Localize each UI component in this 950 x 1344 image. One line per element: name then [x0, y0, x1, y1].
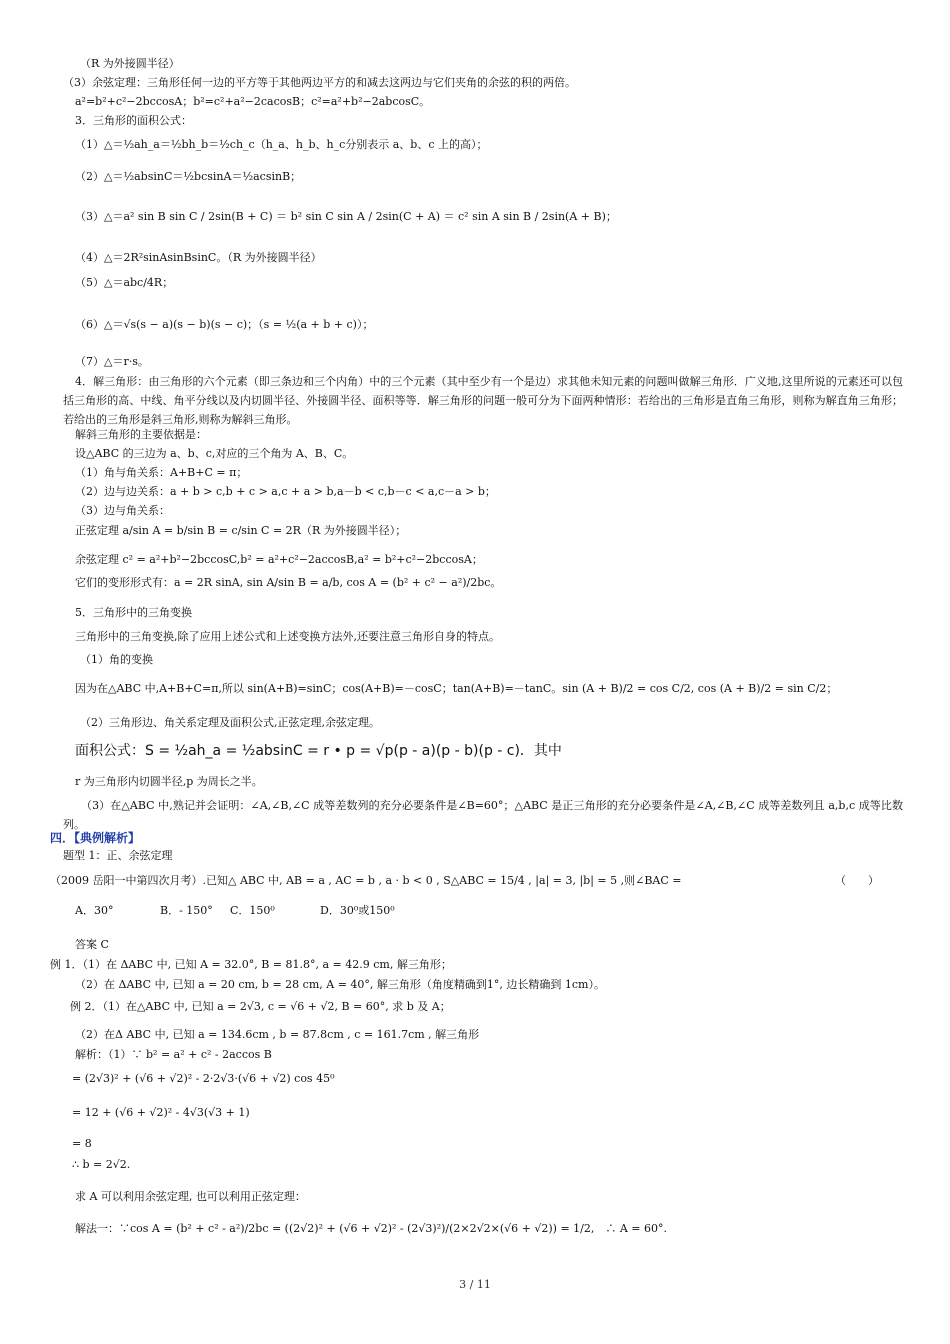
example-1-part-1: 例 1．（1）在 ΔABC 中, 已知 A = 32.0°, B = 81.8°, a = 42.9 cm, 解三角形；: [50, 958, 452, 971]
side-relation: （2）边与边关系：a + b > c,b + c > a,c + a > b,a－b < c,b－c < a,c－a > b；: [75, 485, 496, 498]
section-3-title: 3．三角形的面积公式：: [75, 114, 192, 127]
answer-blank: （ ）: [835, 874, 879, 887]
law-of-cosines-formulas: a²=b²+c²−2bccosA；b²=c²+a²−2cacosB；c²=a²+b²−2abcosC。: [75, 95, 431, 108]
answer-line: 答案 C: [75, 938, 109, 951]
area-formula-4: （4）△＝2R²sinAsinBsinC。（R 为外接圆半径）: [75, 251, 322, 264]
area-formula-1: （1）△＝½ah_a＝½bh_b＝½ch_c（h_a、h_b、h_c分别表示 a、b、c 上的高）；: [75, 138, 488, 151]
example-2-part-2: （2）在Δ ABC 中, 已知 a = 134.6cm , b = 87.8cm , c = 161.7cm , 解三角形: [75, 1028, 480, 1041]
area-formula-2: （2）△＝½absinC＝½bcsinA＝½acsinB；: [75, 170, 302, 183]
oblique-basis: 解斜三角形的主要依据是：: [75, 428, 207, 441]
relations-title: （2）三角形边、角关系定理及面积公式,正弦定理,余弦定理。: [80, 716, 380, 729]
solution-step-4: = 8: [72, 1137, 92, 1150]
arithmetic-sequence-note: （3）在△ABC 中,熟记并会证明：∠A,∠B,∠C 成等差数列的充分必要条件是∠B=60°；△ABC 是正三角形的充分必要条件是∠A,∠B,∠C 成等差数列且 a,b,c 成等比数列。: [63, 799, 903, 831]
example-1-part-2: （2）在 ΔABC 中, 已知 a = 20 cm, b = 28 cm, A = 40°, 解三角形（角度精确到1°, 边长精确到 1cm）。: [75, 978, 605, 991]
side-angle-relation: （3）边与角关系：: [75, 504, 170, 517]
solution-method-1: 解法一：∵cos A = (b² + c² - a²)/2bc = ((2√2)² + (√6 + √2)² - (2√3)²)/(2×2√2×(√6 + √2)) = 1/2, ∴ A = 60°.: [75, 1222, 667, 1235]
example-2-part-1: 例 2．（1）在△ABC 中, 已知 a = 2√3, c = √6 + √2, B = 60°, 求 b 及 A；: [70, 1000, 451, 1013]
law-of-cosines-text: （3）余弦定理：三角形任何一边的平方等于其他两边平方的和减去这两边与它们夹角的余弦的积的两倍。: [63, 76, 576, 89]
option-d: D．30⁰或150⁰: [320, 904, 395, 917]
note-circumradius: （R 为外接圆半径）: [80, 57, 180, 70]
law-of-sines: 正弦定理 a/sin A = b/sin B = c/sin C = 2R（R 为外接圆半径）；: [75, 524, 407, 537]
area-formula-5: （5）△＝abc/4R；: [75, 276, 174, 289]
option-c: C．150⁰: [230, 904, 275, 917]
law-of-cosines-set: 余弦定理 c² = a²+b²−2bccosC,b² = a²+c²−2accosB,a² = b²+c²−2bccosA；: [75, 553, 483, 566]
area-formula-general: 面积公式：S = ½ah_a = ½absinC = r • p = √p(p - a)(p - b)(p - c)．其中: [75, 743, 562, 759]
problem-type-1: 题型 1：正、余弦定理: [63, 849, 173, 862]
solving-triangles-paragraph: 4．解三角形：由三角形的六个元素（即三条边和三个内角）中的三个元素（其中至少有一个是边）求其他未知元素的问题叫做解三角形．广义地,这里所说的元素还可以包括三角形的高、中线、角平分线以及内切圆半径、外接圆半径、面积等等．解三角形的问题一般可分为下面两种情形：若给出的三角形是直角三角形，则称为解直角三角形；若给出的三角形是斜三角形,则称为解斜三角形。: [63, 375, 903, 426]
angle-relation: （1）角与角关系：A+B+C = π；: [75, 466, 248, 479]
solution-step-2: = (2√3)² + (√6 + √2)² - 2·2√3·(√6 + √2) cos 45⁰: [72, 1072, 335, 1085]
section-5-title: 5．三角形中的三角变换: [75, 606, 192, 619]
question-2009: （2009 岳阳一中第四次月考）.已知△ ABC 中, AB = a , AC = b , a · b < 0 , S△ABC = 15/4 , |a| = 3, |b| = 5 ,则∠BAC =: [50, 874, 682, 887]
solution-step-3: = 12 + (√6 + √2)² - 4√3(√3 + 1): [72, 1106, 250, 1119]
option-b: B．- 150°: [160, 904, 213, 917]
angle-transform-formulas: 因为在△ABC 中,A+B+C=π,所以 sin(A+B)=sinC；cos(A+B)=－cosC；tan(A+B)=－tanC。sin (A + B)/2 = cos C/2, cos (A + B)/2 = sin C/2；: [75, 682, 838, 695]
area-formula-6: （6）△＝√s(s − a)(s − b)(s − c)；（s = ½(a + b + c)）；: [75, 318, 374, 331]
triangle-setup: 设△ABC 的三边为 a、b、c,对应的三个角为 A、B、C。: [75, 447, 354, 460]
section-heading-examples: 四．【典例解析】: [50, 831, 141, 845]
option-a: A．30°: [75, 904, 114, 917]
solution-method-note: 求 A 可以利用余弦定理, 也可以利用正弦定理：: [75, 1190, 306, 1203]
derived-forms: 它们的变形形式有：a = 2R sinA, sin A/sin B = a/b, cos A = (b² + c² − a²)/2bc。: [75, 576, 502, 589]
solution-step-5: ∴ b = 2√2.: [72, 1158, 131, 1171]
area-formula-3: （3）△＝a² sin B sin C / 2sin(B + C) ＝ b² sin C sin A / 2sin(C + A) ＝ c² sin A sin B / 2sin(A + B)；: [75, 210, 617, 223]
r-p-definition: r 为三角形内切圆半径,p 为周长之半。: [75, 775, 263, 788]
angle-transform-title: （1）角的变换: [80, 653, 153, 666]
area-formula-7: （7）△＝r·s。: [75, 355, 149, 368]
page-number: 3 / 11: [459, 1278, 491, 1291]
section-5-intro: 三角形中的三角变换,除了应用上述公式和上述变换方法外,还要注意三角形自身的特点。: [75, 630, 500, 643]
solution-step-1: 解析：（1）∵ b² = a² + c² - 2accos B: [75, 1048, 272, 1061]
